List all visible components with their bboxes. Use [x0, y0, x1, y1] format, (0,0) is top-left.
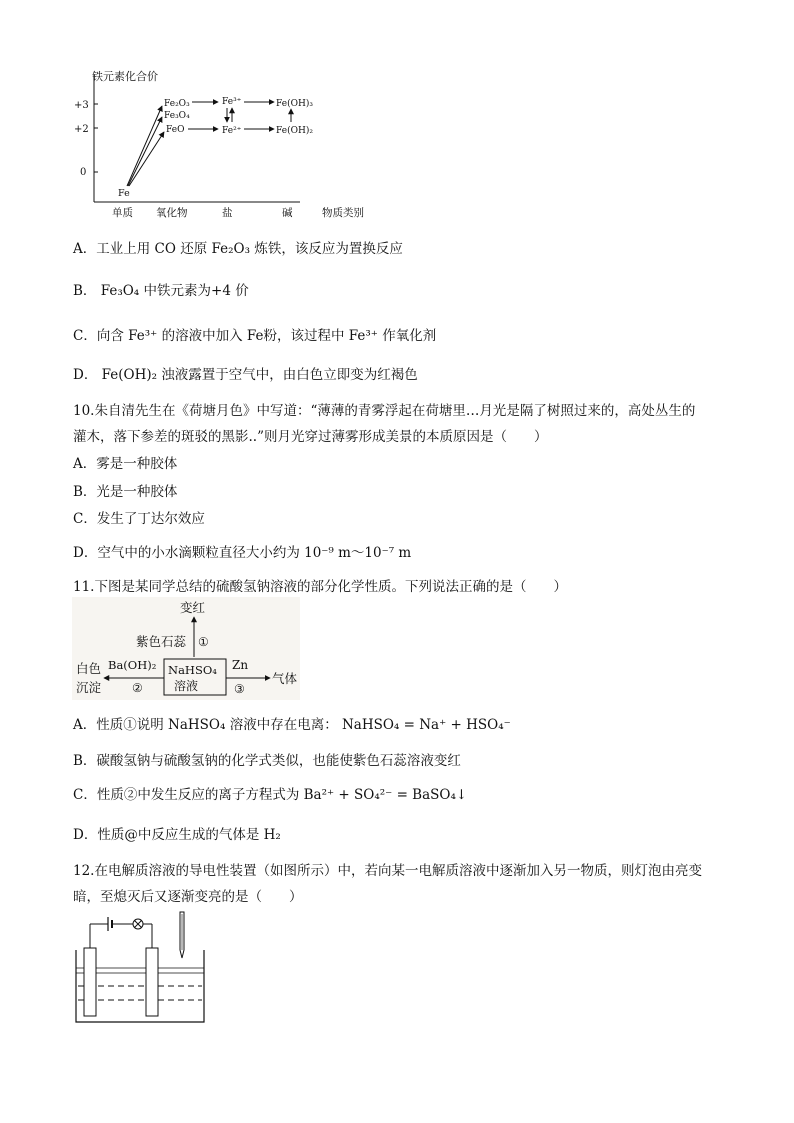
box-solution: 溶液: [174, 679, 199, 693]
arrow-fe-to-feo: [129, 132, 164, 186]
q9-option-d: D． Fe(OH)₂ 浊液露置于空气中，由白色立即变为红褐色: [73, 367, 418, 383]
species-fe2o3: Fe₂O₃: [164, 99, 190, 109]
nahso4-properties-diagram: [72, 597, 300, 700]
right-electrode: [146, 948, 158, 1016]
y-tick-plus2: +2: [74, 124, 89, 135]
q11-option-b: B．碳酸氢钠与硫酸氢钠的化学式类似，也能使紫色石蕊溶液变红: [73, 753, 461, 769]
q10-option-b: B．光是一种胶体: [73, 484, 178, 500]
left-electrode: [84, 948, 96, 1016]
top-reagent-text: 紫色石蕊: [136, 634, 187, 649]
right-result-text: 气体: [272, 671, 298, 686]
species-feoh3: Fe(OH)₃: [276, 99, 313, 109]
q12-stem-line2: 暗，至熄灭后又逐渐变亮的是（ ）: [73, 889, 303, 905]
species-feoh2: Fe(OH)₂: [276, 126, 313, 136]
species-fe3o4: Fe₃O₄: [164, 111, 190, 121]
y-axis-title: 铁元素化合价: [92, 70, 158, 83]
q9-option-b: B． Fe₃O₄ 中铁元素为+4 价: [73, 283, 249, 299]
y-tick-plus3: +3: [74, 100, 89, 111]
property-1-number: ①: [198, 635, 209, 649]
box-formula: NaHSO₄: [168, 663, 217, 677]
top-result-text: 变红: [180, 600, 206, 615]
property-3-number: ③: [234, 682, 245, 696]
x-tick-oxide: 氧化物: [156, 207, 188, 219]
q10-option-c: C．发生了丁达尔效应: [73, 511, 205, 527]
left-result-line2: 沉淀: [76, 680, 102, 695]
species-fe2plus: Fe²⁺: [222, 126, 242, 136]
left-result-line1: 白色: [76, 661, 102, 676]
species-fe3plus: Fe³⁺: [222, 97, 242, 107]
x-axis-title: 物质类别: [322, 207, 364, 219]
q9-option-a: A．工业上用 CO 还原 Fe₂O₃ 炼铁，该反应为置换反应: [73, 241, 403, 257]
q11-option-a: A．性质①说明 NaHSO₄ 溶液中存在电离： NaHSO₄ = Na⁺ + HSO₄⁻: [73, 717, 511, 733]
q12-stem-line1: 12.在电解质溶液的导电性装置（如图所示）中，若向某一电解质溶液中逐渐加入另一物质，则灯泡由亮变: [73, 863, 702, 879]
x-tick-base: 碱: [282, 207, 293, 219]
x-tick-salt: 盐: [222, 207, 233, 219]
iron-valence-diagram: [70, 62, 380, 220]
q11-stem: 11.下图是某同学总结的硫酸氢钠溶液的部分化学性质。下列说法正确的是（ ）: [73, 579, 567, 595]
q10-option-a: A．雾是一种胶体: [73, 456, 178, 472]
y-tick-zero: 0: [80, 167, 87, 178]
q10-option-d: D．空气中的小水滴颗粒直径大小约为 10⁻⁹ m～10⁻⁷ m: [73, 545, 412, 561]
right-reagent-text: Zn: [232, 658, 249, 672]
x-tick-element: 单质: [112, 207, 133, 219]
q11-option-c: C．性质②中发生反应的离子方程式为 Ba²⁺ + SO₄²⁻ = BaSO₄↓: [73, 787, 468, 803]
property-2-number: ②: [132, 681, 143, 695]
arrow-fe-to-fe3o4: [128, 117, 162, 186]
species-fe: Fe: [118, 188, 130, 199]
conductivity-apparatus-diagram: [72, 910, 212, 1026]
q11-option-d: D．性质@中反应生成的气体是 H₂: [73, 827, 281, 843]
species-feo: FeO: [166, 125, 185, 135]
q10-stem-line1: 10.朱自清先生在《荷塘月色》中写道：“薄薄的青雾浮起在荷塘里…月光是隔了树照过来的，高处丛生的: [73, 403, 696, 419]
q9-option-c: C．向含 Fe³⁺ 的溶液中加入 Fe粉，该过程中 Fe³⁺ 作氧化剂: [73, 328, 437, 344]
q10-stem-line2: 灌木，落下参差的斑驳的黑影..”则月光穿过薄雾形成美景的本质原因是（ ）: [73, 429, 548, 445]
arrow-fe-to-fe2o3: [127, 106, 162, 186]
left-reagent-text: Ba(OH)₂: [108, 658, 157, 672]
